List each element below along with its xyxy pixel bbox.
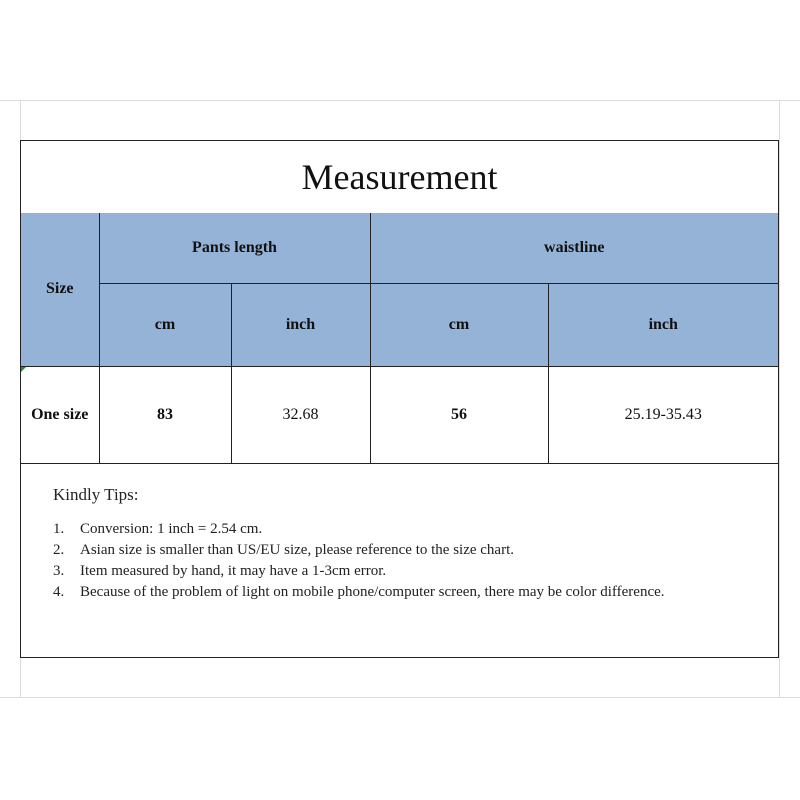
sheet-gridline-bottom — [0, 697, 800, 698]
cell-note-marker — [21, 367, 26, 372]
sheet-gridline-top — [0, 100, 800, 101]
unit-header-cm: cm — [99, 283, 231, 366]
value-cell: 83 — [99, 366, 231, 463]
list-item-number: 4. — [53, 584, 65, 600]
chart-title: Measurement — [21, 141, 778, 214]
unit-header-cm: cm — [370, 283, 548, 366]
size-header: Size — [21, 213, 99, 366]
list-item-text: Item measured by hand, it may have a 1-3cm error. — [80, 563, 387, 579]
value-cell: 32.68 — [231, 366, 370, 463]
sheet-gridline-right — [779, 100, 780, 698]
list-item-text: Because of the problem of light on mobile phone/computer screen, there may be color difference. — [80, 584, 665, 600]
unit-header-inch: inch — [231, 283, 370, 366]
size-chart-sheet — [20, 140, 779, 658]
list-item — [53, 540, 753, 561]
group-header-row — [21, 213, 778, 283]
list-item-text: Conversion: 1 inch = 2.54 cm. — [80, 521, 263, 537]
list-item-number: 1. — [53, 521, 65, 537]
list-item-number: 3. — [53, 563, 65, 579]
value-cell: 25.19-35.43 — [548, 366, 778, 463]
waistline-header: waistline — [370, 213, 778, 283]
list-item — [53, 561, 753, 582]
table-row — [21, 366, 778, 463]
size-cell: One size — [21, 366, 99, 463]
list-item — [53, 519, 753, 540]
unit-header-inch: inch — [548, 283, 778, 366]
value-cell: 56 — [370, 366, 548, 463]
list-item-text: Asian size is smaller than US/EU size, please reference to the size chart. — [80, 542, 514, 558]
tips-title: Kindly Tips: — [53, 485, 139, 504]
size-table — [21, 213, 778, 464]
list-item — [53, 582, 753, 603]
pants-length-header: Pants length — [99, 213, 370, 283]
tips-list — [53, 519, 753, 603]
list-item-number: 2. — [53, 542, 65, 558]
unit-header-row — [21, 283, 778, 366]
kindly-tips — [53, 485, 753, 603]
